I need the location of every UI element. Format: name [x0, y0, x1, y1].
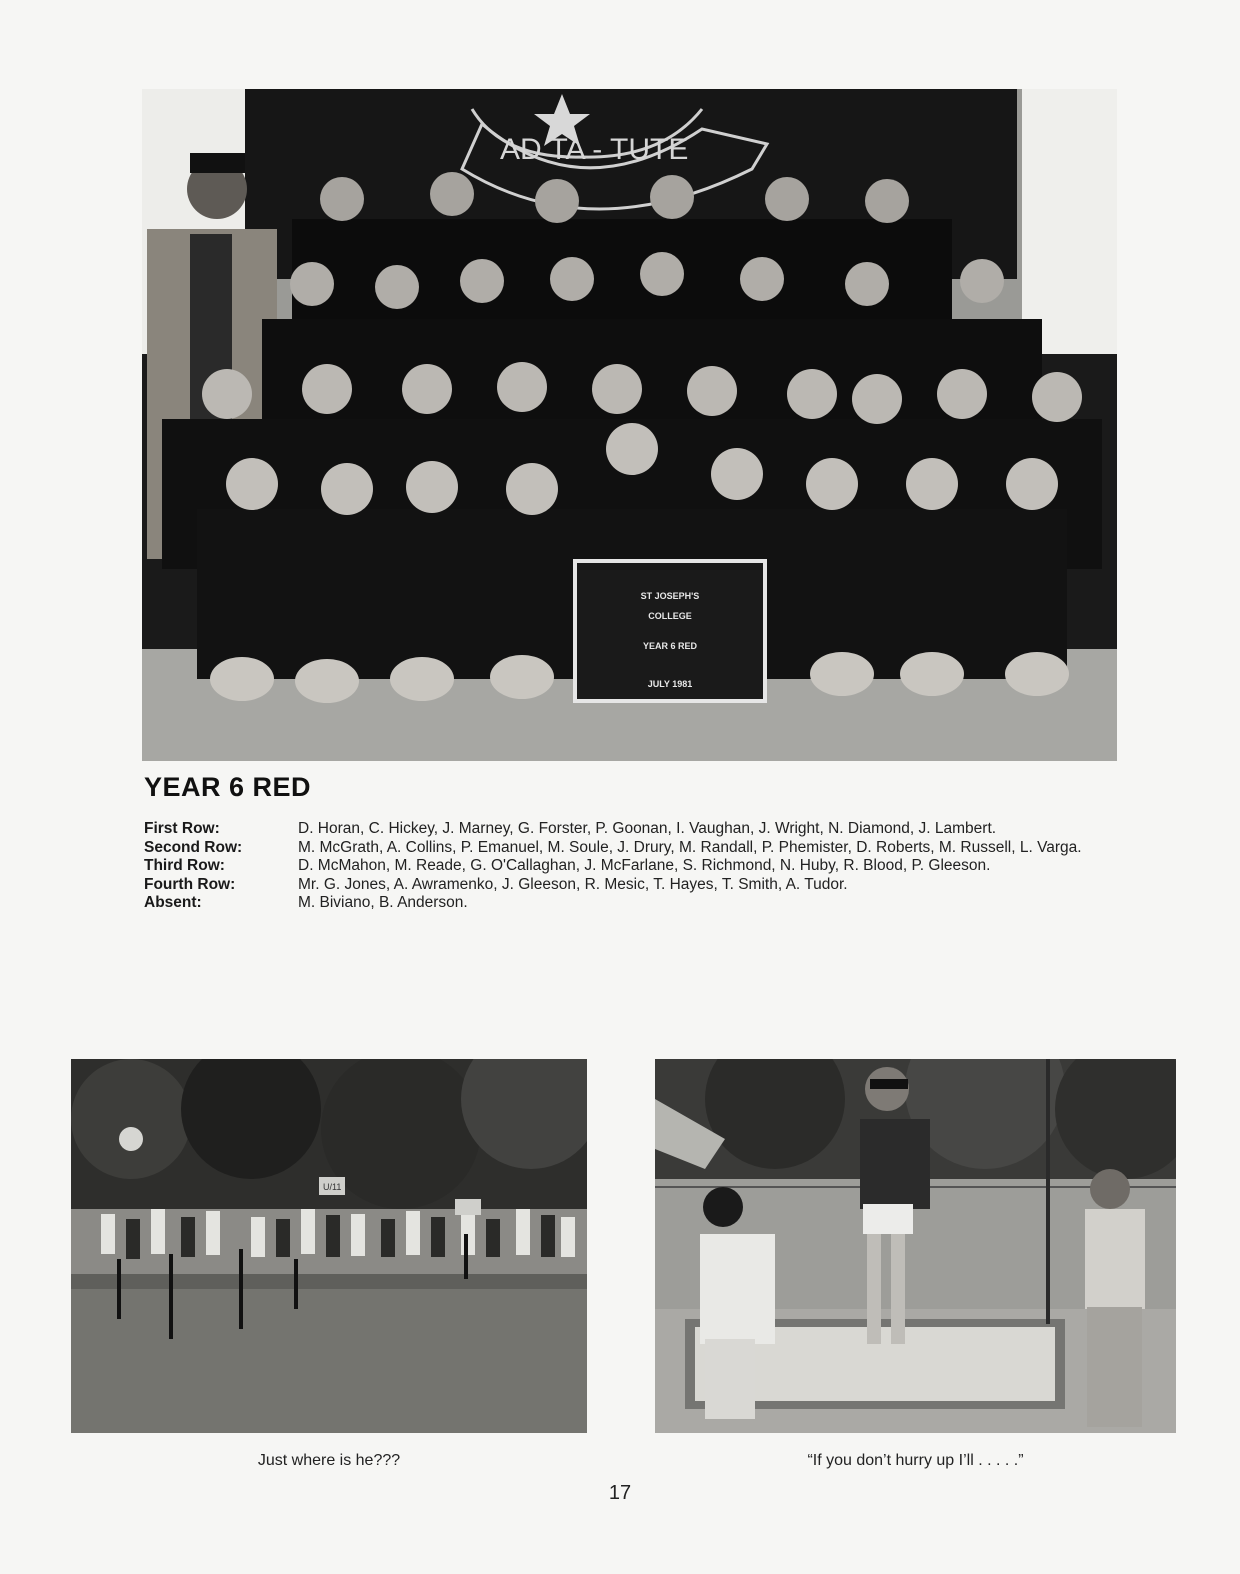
- pool-photo-caption: “If you don’t hurry up I’ll . . . . .”: [807, 1452, 1024, 1469]
- sign-line-college: COLLEGE: [648, 611, 692, 621]
- carnival-photo: [71, 1059, 587, 1433]
- carnival-photo-caption: Just where is he???: [257, 1452, 401, 1469]
- roster-label: Absent:: [144, 894, 202, 912]
- class-roster: [144, 820, 1124, 913]
- class-photo: [142, 89, 1117, 761]
- age-group-sign: U/11: [323, 1182, 342, 1192]
- roster-row-first: [144, 820, 1124, 839]
- roster-names: D. Horan, C. Hickey, J. Marney, G. Forster, P. Goonan, I. Vaughan, J. Wright, N. Diamond, J. Lambert.: [298, 820, 997, 837]
- crest-text: AD TA - TUTE: [500, 133, 689, 166]
- page-number: 17: [608, 1482, 632, 1504]
- roster-row-second: [144, 839, 1124, 858]
- roster-label: First Row:: [144, 820, 220, 837]
- roster-label: Third Row:: [144, 857, 225, 875]
- carnival-photo-image: [71, 1059, 587, 1433]
- roster-names: D. McMahon, M. Reade, G. O'Callaghan, J. McFarlane, S. Richmond, N. Huby, R. Blood, P. Gleeson.: [298, 857, 991, 875]
- roster-label: Fourth Row:: [144, 875, 236, 893]
- class-photo-image: [142, 89, 1117, 761]
- sign-line-school: ST JOSEPH'S: [640, 591, 700, 601]
- pool-photo: [655, 1059, 1176, 1433]
- roster-label: Second Row:: [144, 838, 243, 856]
- roster-row-fourth: [144, 876, 1124, 895]
- roster-names: M. Biviano, B. Anderson.: [298, 894, 468, 912]
- sign-line-date: JULY 1981: [647, 679, 693, 689]
- roster-row-absent: [144, 894, 1124, 913]
- sign-line-class: YEAR 6 RED: [642, 641, 698, 651]
- page-heading: YEAR 6 RED: [144, 772, 312, 802]
- pool-photo-image: [655, 1059, 1176, 1433]
- roster-names: M. McGrath, A. Collins, P. Emanuel, M. Soule, J. Drury, M. Randall, P. Phemister, D. Roberts, M. Russell, L. Varga.: [298, 838, 1082, 856]
- roster-names: Mr. G. Jones, A. Awramenko, J. Gleeson, R. Mesic, T. Hayes, T. Smith, A. Tudor.: [298, 875, 848, 893]
- roster-row-third: [144, 857, 1124, 876]
